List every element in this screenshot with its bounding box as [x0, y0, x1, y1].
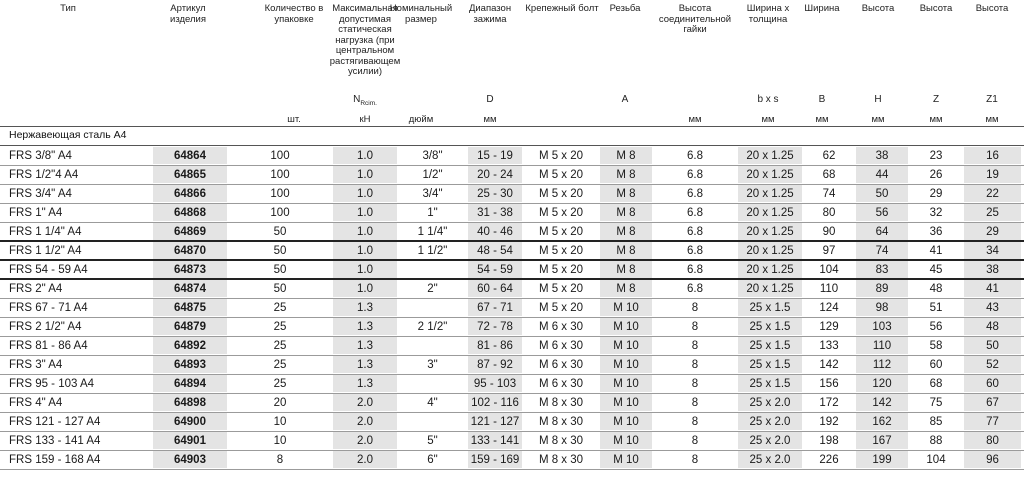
cell-bxs: 20 x 1.25	[746, 226, 794, 238]
col-header-type: Тип	[60, 3, 76, 14]
cell-h: 199	[872, 454, 892, 466]
col-header-range: Диапазон зажима	[468, 3, 512, 25]
cell-range: 95 - 103	[473, 378, 517, 390]
cell-load: 1.3	[357, 321, 373, 333]
table-row	[0, 375, 1024, 394]
col-symbol-h: H	[874, 94, 882, 105]
cell-width: 142	[819, 359, 839, 371]
cell-qty: 25	[273, 302, 287, 314]
cell-h: 162	[872, 416, 892, 428]
col-header-bolt: Крепежный болт	[525, 3, 599, 14]
col-header-qty: Количество в упаковке	[264, 3, 324, 25]
cell-size: 3/4"	[422, 188, 443, 200]
cell-bxs: 25 x 2.0	[749, 454, 791, 466]
cell-nut: 8	[691, 454, 699, 466]
table-row	[0, 223, 1024, 242]
cell-bxs: 25 x 1.5	[749, 302, 791, 314]
cell-qty: 50	[273, 226, 287, 238]
cell-thread: M 8	[616, 188, 636, 200]
cell-thread: M 8	[616, 283, 636, 295]
cell-size: 6"	[427, 454, 438, 466]
cell-bolt: M 5 x 20	[538, 264, 584, 276]
cell-width: 80	[822, 207, 836, 219]
cell-width: 156	[819, 378, 839, 390]
cell-z1: 52	[986, 359, 999, 371]
cell-size: 3/8"	[422, 150, 443, 162]
cell-bolt: M 5 x 20	[538, 283, 584, 295]
table-row	[0, 451, 1024, 470]
cell-nut: 6.8	[687, 226, 703, 238]
col-header-bxs: Ширина х толщина	[746, 3, 790, 25]
cell-nut: 8	[691, 435, 699, 447]
cell-bxs: 20 x 1.25	[746, 150, 794, 162]
cell-range: 15 - 19	[477, 150, 513, 162]
cell-thread: M 10	[613, 454, 639, 466]
cell-z: 32	[929, 207, 943, 219]
cell-z: 48	[929, 283, 943, 295]
cell-load: 1.0	[357, 264, 373, 276]
cell-z: 104	[926, 454, 946, 466]
cell-range: 60 - 64	[477, 283, 513, 295]
cell-type: FRS 3/8" A4	[9, 150, 72, 162]
cell-nut: 6.8	[687, 150, 703, 162]
cell-h: 110	[872, 340, 892, 352]
cell-qty: 25	[273, 359, 287, 371]
cell-bxs: 20 x 1.25	[746, 169, 794, 181]
cell-range: 72 - 78	[477, 321, 513, 333]
cell-z: 36	[929, 226, 943, 238]
col-symbol-z: Z	[932, 94, 940, 105]
cell-h: 98	[875, 302, 889, 314]
cell-range: 54 - 59	[477, 264, 513, 276]
table-row	[0, 356, 1024, 375]
cell-nut: 6.8	[687, 207, 703, 219]
cell-article: 64894	[174, 378, 206, 390]
cell-thread: M 10	[613, 321, 639, 333]
cell-size	[400, 338, 465, 354]
cell-z1: 67	[986, 397, 999, 409]
cell-article: 64874	[174, 283, 206, 295]
cell-width: 172	[819, 397, 839, 409]
col-symbol-load: $N_{Rcim.}$	[353, 94, 377, 107]
cell-z: 75	[929, 397, 943, 409]
cell-z1: 96	[986, 454, 999, 466]
cell-article: 64873	[174, 264, 206, 276]
cell-range: 48 - 54	[477, 245, 513, 257]
cell-article: 64893	[174, 359, 206, 371]
col-unit-range: мм	[483, 114, 497, 125]
col-unit-h: мм	[871, 114, 885, 125]
cell-bxs: 20 x 1.25	[746, 264, 794, 276]
cell-h: 56	[875, 207, 889, 219]
cell-z: 26	[929, 169, 943, 181]
cell-bolt: M 5 x 20	[538, 302, 584, 314]
cell-h: 83	[875, 264, 889, 276]
cell-width: 133	[819, 340, 839, 352]
table-row	[0, 185, 1024, 204]
cell-article: 64879	[174, 321, 206, 333]
col-symbol-thread: A	[621, 94, 629, 105]
cell-nut: 6.8	[687, 245, 703, 257]
cell-size: 3"	[427, 359, 438, 371]
cell-bxs: 25 x 1.5	[749, 340, 791, 352]
table-row	[0, 242, 1024, 261]
cell-article: 64900	[174, 416, 206, 428]
cell-range: 81 - 86	[477, 340, 513, 352]
cell-z: 58	[929, 340, 943, 352]
cell-range: 67 - 71	[477, 302, 513, 314]
cell-nut: 6.8	[687, 169, 703, 181]
cell-h: 44	[875, 169, 889, 181]
cell-qty: 100	[270, 188, 290, 200]
row-divider	[0, 469, 1024, 470]
cell-article: 64901	[174, 435, 206, 447]
cell-article: 64898	[174, 397, 206, 409]
cell-qty: 100	[270, 169, 290, 181]
cell-z: 51	[929, 302, 943, 314]
cell-z1: 38	[986, 264, 999, 276]
cell-qty: 100	[270, 207, 290, 219]
cell-article: 64875	[174, 302, 206, 314]
cell-size	[400, 414, 465, 430]
table-row	[0, 394, 1024, 413]
cell-thread: M 8	[616, 169, 636, 181]
cell-z: 41	[929, 245, 943, 257]
cell-range: 87 - 92	[477, 359, 513, 371]
cell-type: FRS 81 - 86 A4	[9, 340, 88, 352]
cell-bxs: 20 x 1.25	[746, 207, 794, 219]
cell-qty: 100	[270, 150, 290, 162]
cell-thread: M 10	[613, 340, 639, 352]
cell-h: 74	[875, 245, 889, 257]
cell-width: 97	[822, 245, 836, 257]
cell-h: 142	[872, 397, 892, 409]
cell-size: 2"	[427, 283, 438, 295]
cell-type: FRS 4" A4	[9, 397, 63, 409]
cell-thread: M 10	[613, 397, 639, 409]
table-row	[0, 147, 1024, 166]
col-symbol-z1: Z1	[986, 94, 998, 105]
cell-bolt: M 5 x 20	[538, 226, 584, 238]
cell-thread: M 8	[616, 150, 636, 162]
table-row	[0, 166, 1024, 185]
cell-bolt: M 5 x 20	[538, 169, 584, 181]
cell-nut: 8	[691, 302, 699, 314]
cell-nut: 6.8	[687, 188, 703, 200]
cell-h: 64	[875, 226, 889, 238]
cell-z1: 60	[986, 378, 999, 390]
cell-range: 20 - 24	[477, 169, 513, 181]
cell-qty: 20	[273, 397, 287, 409]
cell-type: FRS 2" A4	[9, 283, 63, 295]
cell-qty: 25	[273, 378, 287, 390]
cell-z1: 25	[986, 207, 999, 219]
cell-qty: 50	[273, 264, 287, 276]
cell-article: 64864	[174, 150, 206, 162]
cell-range: 159 - 169	[470, 454, 520, 466]
cell-type: FRS 3/4" A4	[9, 188, 72, 200]
col-unit-width: мм	[815, 114, 829, 125]
cell-qty: 50	[273, 245, 287, 257]
cell-z: 23	[929, 150, 943, 162]
cell-z1: 41	[986, 283, 999, 295]
cell-qty: 10	[273, 416, 287, 428]
cell-load: 2.0	[357, 416, 373, 428]
cell-thread: M 8	[616, 226, 636, 238]
cell-h: 167	[872, 435, 892, 447]
cell-load: 1.0	[357, 188, 373, 200]
col-header-h: Высота	[861, 3, 895, 14]
cell-z1: 34	[986, 245, 999, 257]
cell-width: 104	[819, 264, 839, 276]
col-unit-z: мм	[929, 114, 943, 125]
table-row	[0, 413, 1024, 432]
cell-bxs: 20 x 1.25	[746, 245, 794, 257]
cell-load: 1.3	[357, 378, 373, 390]
cell-article: 64865	[174, 169, 206, 181]
table-row	[0, 318, 1024, 337]
cell-z: 85	[929, 416, 943, 428]
cell-qty: 50	[273, 283, 287, 295]
cell-range: 25 - 30	[477, 188, 513, 200]
cell-nut: 8	[691, 378, 699, 390]
cell-bolt: M 8 x 30	[538, 435, 584, 447]
table-row	[0, 261, 1024, 280]
cell-z1: 80	[986, 435, 999, 447]
header-divider	[0, 126, 1024, 127]
cell-load: 1.0	[357, 150, 373, 162]
cell-type: FRS 2 1/2" A4	[9, 321, 82, 333]
cell-nut: 8	[691, 359, 699, 371]
cell-width: 62	[822, 150, 836, 162]
cell-size: 1/2"	[422, 169, 443, 181]
cell-nut: 8	[691, 397, 699, 409]
cell-load: 2.0	[357, 397, 373, 409]
cell-type: FRS 1 1/4" A4	[9, 226, 82, 238]
cell-type: FRS 3" A4	[9, 359, 63, 371]
cell-z: 60	[929, 359, 943, 371]
cell-thread: M 8	[616, 264, 636, 276]
cell-bxs: 25 x 2.0	[749, 416, 791, 428]
col-unit-load: кН	[359, 114, 371, 125]
cell-load: 1.0	[357, 283, 373, 295]
cell-thread: M 8	[616, 207, 636, 219]
cell-load: 2.0	[357, 454, 373, 466]
cell-size: 4"	[427, 397, 438, 409]
cell-type: FRS 133 - 141 A4	[9, 435, 101, 447]
cell-width: 124	[819, 302, 839, 314]
cell-width: 226	[819, 454, 839, 466]
cell-type: FRS 1" A4	[9, 207, 63, 219]
cell-article: 64870	[174, 245, 206, 257]
col-header-load: Максимальная допустимая статическая нагрузка (при центральном растягивающем усилии)	[329, 3, 401, 77]
table-row	[0, 280, 1024, 299]
col-unit-size: дюйм	[408, 114, 434, 125]
cell-z1: 22	[986, 188, 999, 200]
section-title: Нержавеющая сталь А4	[9, 129, 127, 141]
cell-load: 1.0	[357, 245, 373, 257]
cell-bolt: M 5 x 20	[538, 245, 584, 257]
col-header-width: Ширина	[804, 3, 840, 14]
cell-h: 112	[872, 359, 892, 371]
cell-size	[400, 376, 465, 392]
cell-bxs: 25 x 1.5	[749, 359, 791, 371]
cell-thread: M 10	[613, 416, 639, 428]
cell-thread: M 10	[613, 378, 639, 390]
cell-load: 1.0	[357, 207, 373, 219]
cell-range: 102 - 116	[471, 397, 519, 409]
cell-z1: 29	[986, 226, 999, 238]
cell-type: FRS 67 - 71 A4	[9, 302, 88, 314]
cell-z: 88	[929, 435, 943, 447]
cell-size: 1 1/4"	[417, 226, 448, 238]
cell-nut: 6.8	[687, 283, 703, 295]
cell-article: 64869	[174, 226, 206, 238]
cell-z: 45	[929, 264, 943, 276]
cell-thread: M 10	[613, 359, 639, 371]
cell-load: 1.3	[357, 359, 373, 371]
cell-bolt: M 6 x 30	[538, 378, 584, 390]
cell-thread: M 10	[613, 435, 639, 447]
cell-bolt: M 8 x 30	[538, 397, 584, 409]
cell-type: FRS 95 - 103 A4	[9, 378, 95, 390]
cell-z1: 19	[986, 169, 999, 181]
cell-qty: 8	[276, 454, 284, 466]
cell-range: 121 - 127	[470, 416, 520, 428]
col-unit-bxs: мм	[761, 114, 775, 125]
cell-qty: 25	[273, 321, 287, 333]
cell-h: 50	[875, 188, 889, 200]
cell-load: 1.0	[357, 226, 373, 238]
col-symbol-bxs: b x s	[757, 94, 779, 105]
cell-type: FRS 54 - 59 A4	[9, 264, 88, 276]
cell-bxs: 20 x 1.25	[746, 188, 794, 200]
cell-bolt: M 8 x 30	[538, 416, 584, 428]
table-row	[0, 432, 1024, 451]
cell-size: 1 1/2"	[417, 245, 448, 257]
cell-z: 56	[929, 321, 943, 333]
cell-size: 2 1/2"	[417, 321, 448, 333]
cell-width: 68	[822, 169, 836, 181]
col-unit-nut: мм	[688, 114, 702, 125]
cell-load: 2.0	[357, 435, 373, 447]
cell-article: 64868	[174, 207, 206, 219]
cell-bxs: 20 x 1.25	[746, 283, 794, 295]
col-unit-qty: шт.	[287, 114, 301, 125]
cell-load: 1.3	[357, 340, 373, 352]
cell-z1: 48	[986, 321, 999, 333]
cell-range: 40 - 46	[477, 226, 513, 238]
cell-qty: 10	[273, 435, 287, 447]
cell-type: FRS 121 - 127 A4	[9, 416, 101, 428]
cell-bolt: M 5 x 20	[538, 150, 584, 162]
cell-width: 90	[822, 226, 836, 238]
cell-article: 64866	[174, 188, 206, 200]
col-symbol-width: B	[818, 94, 826, 105]
cell-bolt: M 6 x 30	[538, 359, 584, 371]
cell-bxs: 25 x 2.0	[749, 435, 791, 447]
cell-range: 31 - 38	[477, 207, 513, 219]
cell-nut: 6.8	[687, 264, 703, 276]
cell-width: 74	[822, 188, 836, 200]
col-symbol-range: D	[486, 94, 494, 105]
cell-bolt: M 5 x 20	[538, 207, 584, 219]
col-header-article: Артикул изделия	[170, 3, 206, 25]
cell-h: 103	[872, 321, 892, 333]
col-header-z: Высота	[919, 3, 953, 14]
cell-z: 68	[929, 378, 943, 390]
cell-type: FRS 1/2"4 A4	[9, 169, 79, 181]
cell-h: 89	[875, 283, 889, 295]
table-row	[0, 337, 1024, 356]
cell-z1: 43	[986, 302, 999, 314]
cell-size: 1"	[427, 207, 438, 219]
cell-thread: M 10	[613, 302, 639, 314]
cell-bxs: 25 x 2.0	[749, 397, 791, 409]
cell-bolt: M 6 x 30	[538, 340, 584, 352]
cell-type: FRS 1 1/2" A4	[9, 245, 82, 257]
section-divider	[0, 145, 1024, 146]
cell-qty: 25	[273, 340, 287, 352]
cell-bolt: M 6 x 30	[538, 321, 584, 333]
cell-z1: 50	[986, 340, 999, 352]
cell-bxs: 25 x 1.5	[749, 378, 791, 390]
cell-size	[400, 262, 465, 278]
cell-width: 192	[819, 416, 839, 428]
table-row	[0, 204, 1024, 223]
cell-z1: 16	[986, 150, 999, 162]
cell-nut: 8	[691, 340, 699, 352]
cell-width: 110	[819, 283, 839, 295]
cell-width: 129	[819, 321, 839, 333]
cell-h: 38	[875, 150, 889, 162]
cell-z: 29	[929, 188, 943, 200]
cell-article: 64892	[174, 340, 206, 352]
cell-bolt: M 5 x 20	[538, 188, 584, 200]
cell-type: FRS 159 - 168 A4	[9, 454, 101, 466]
cell-h: 120	[872, 378, 892, 390]
col-header-nut: Высота соединительной гайки	[658, 3, 732, 35]
cell-nut: 8	[691, 416, 699, 428]
cell-article: 64903	[174, 454, 206, 466]
cell-bxs: 25 x 1.5	[749, 321, 791, 333]
cell-width: 198	[819, 435, 839, 447]
cell-nut: 8	[691, 321, 699, 333]
col-header-size: Номинальный размер	[389, 3, 453, 25]
cell-z1: 77	[986, 416, 999, 428]
cell-load: 1.3	[357, 302, 373, 314]
cell-thread: M 8	[616, 245, 636, 257]
cell-bolt: M 8 x 30	[538, 454, 584, 466]
cell-size	[400, 300, 465, 316]
cell-load: 1.0	[357, 169, 373, 181]
col-unit-z1: мм	[985, 114, 999, 125]
table-row	[0, 299, 1024, 318]
col-header-z1: Высота	[975, 3, 1009, 14]
cell-range: 133 - 141	[470, 435, 520, 447]
col-header-thread: Резьба	[609, 3, 641, 14]
cell-size: 5"	[427, 435, 438, 447]
